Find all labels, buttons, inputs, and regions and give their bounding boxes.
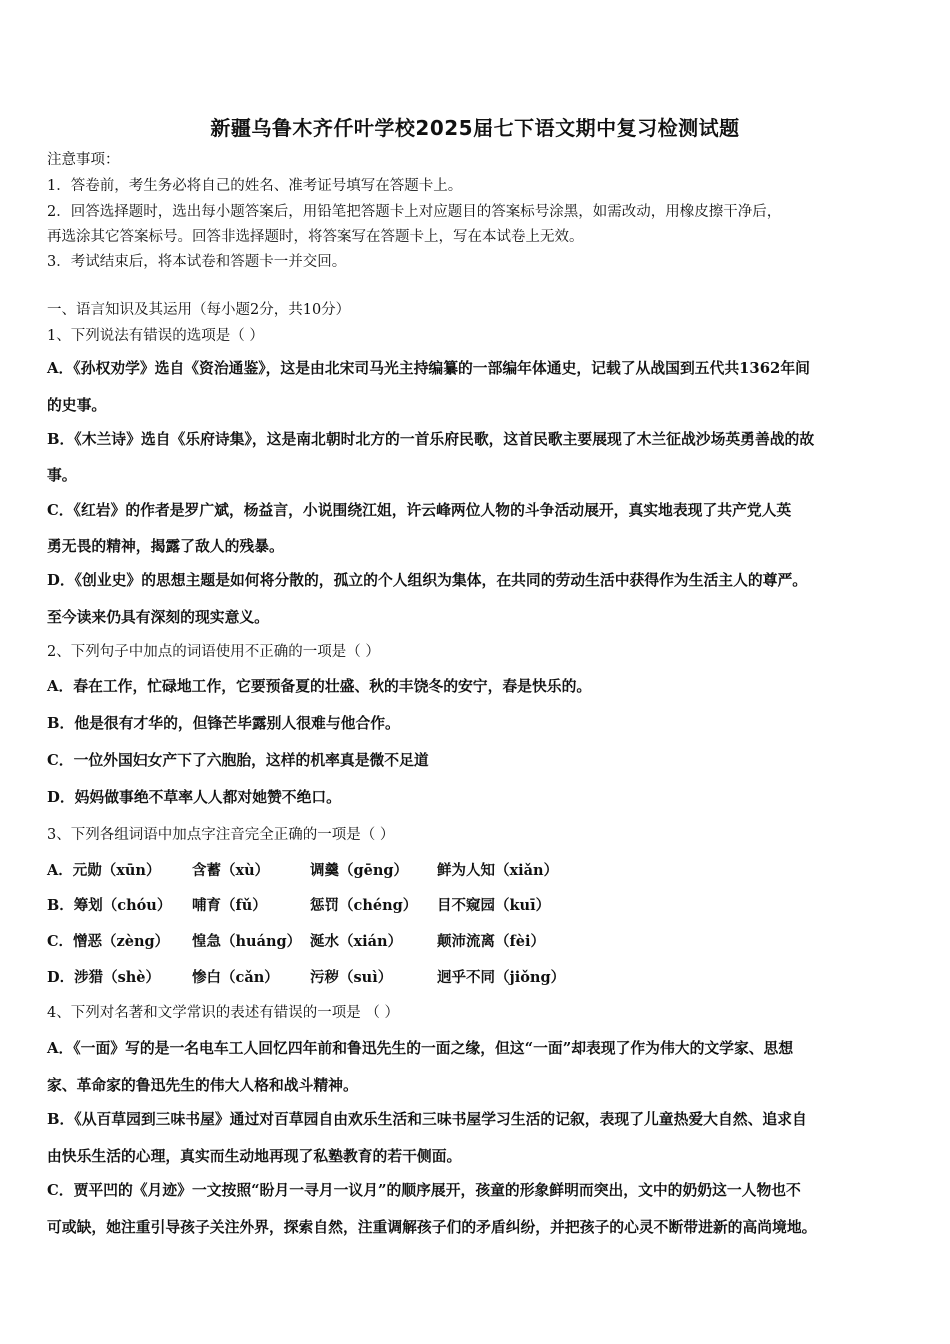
pinyin-item: D．涉猎（shè）: [47, 969, 161, 986]
notice-item: 再选涂其它答案标号。回答非选择题时，将答案写在答题卡上，写在本试卷上无效。: [47, 229, 584, 245]
notice-heading: 注意事项：: [47, 152, 120, 168]
question-3-option-row: [47, 932, 545, 952]
question-2-stem: 2、下列句子中加点的词语使用不正确的一项是（ ）: [47, 644, 380, 660]
question-4-option-c-cont: 可或缺，她注重引导孩子关注外界，探索自然，注重调解孩子们的矛盾纠纷，并把孩子的心灵不断带进新的高尚境地。: [47, 1219, 817, 1236]
question-1-option-a-cont: 的史事。: [47, 397, 107, 414]
pinyin-item: 颠沛流离（fèi）: [437, 933, 545, 950]
question-4-option-b-cont: 由快乐生活的心理，真实而生动地再现了私塾教育的若干侧面。: [47, 1148, 462, 1165]
notice-item: 1．答卷前，考生务必将自己的姓名、准考证号填写在答题卡上。: [47, 178, 463, 194]
pinyin-item: C．憎恶（zèng）: [47, 933, 170, 950]
question-2-option-b: B．他是很有才华的，但锋芒毕露别人很难与他合作。: [47, 715, 400, 732]
notice-item: 3．考试结束后，将本试卷和答题卡一并交回。: [47, 254, 347, 270]
question-2-option-a: A．春在工作，忙碌地工作，它要预备夏的壮盛、秋的丰饶冬的安宁，春是快乐的。: [47, 678, 592, 695]
pinyin-item: 哺育（fǔ）: [192, 897, 267, 914]
pinyin-item: 含蓄（xù）: [192, 862, 270, 879]
pinyin-item: 涎水（xián）: [310, 933, 403, 950]
question-4-option-a: A．《一面》写的是一名电车工人回忆四年前和鲁迅先生的一面之缘，但这“一面”却表现了作为伟大的文学家、思想: [47, 1040, 794, 1057]
section-heading: 一、语言知识及其运用（每小题2分，共10分）: [47, 302, 351, 318]
question-2-option-d: D．妈妈做事绝不草率人人都对她赞不绝口。: [47, 789, 341, 806]
pinyin-item: 鲜为人知（xiǎn）: [437, 862, 559, 879]
question-3-option-row: [47, 896, 550, 916]
pinyin-item: 迥乎不同（jiǒng）: [437, 969, 566, 986]
question-1-option-a: A．《孙权劝学》选自《资治通鉴》，这是由北宋司马光主持编纂的一部编年体通史，记载了从战国到五代共1362年间: [47, 360, 810, 377]
question-1-option-d: D．《创业史》的思想主题是如何将分散的，孤立的个人组织为集体，在共同的劳动生活中获得作为生活主人的尊严。: [47, 572, 808, 589]
pinyin-item: 污秽（suì）: [310, 969, 393, 986]
pinyin-item: A．元勋（xūn）: [47, 862, 161, 879]
question-4-option-c: C．贾平凹的《月迹》一文按照“盼月一寻月一议月”的顺序展开，孩童的形象鲜明而突出，文中的奶奶这一人物也不: [47, 1182, 801, 1199]
question-1-option-c-cont: 勇无畏的精神，揭露了敌人的残暴。: [47, 538, 284, 555]
question-1-option-c: C．《红岩》的作者是罗广斌，杨益言，小说围绕江姐，许云峰两位人物的斗争活动展开，真实地表现了共产党人英: [47, 502, 792, 519]
pinyin-item: 惨白（cǎn）: [192, 969, 279, 986]
question-4-option-b: B．《从百草园到三味书屋》通过对百草园自由欢乐生活和三味书屋学习生活的记叙，表现了儿童热爱大自然、追求自: [47, 1111, 807, 1128]
question-4-stem: 4、下列对名著和文学常识的表述有错误的一项是 （ ）: [47, 1005, 399, 1021]
pinyin-item: 惶急（huáng）: [192, 933, 302, 950]
question-2-option-c: C．一位外国妇女产下了六胞胎，这样的机率真是微不足道: [47, 752, 429, 769]
pinyin-item: B．筹划（chóu）: [47, 897, 172, 914]
question-3-stem: 3、下列各组词语中加点字注音完全正确的一项是（ ）: [47, 827, 395, 843]
question-1-option-b-cont: 事。: [47, 467, 77, 484]
pinyin-item: 目不窥园（kuī）: [437, 897, 551, 914]
question-3-option-row: [47, 861, 558, 881]
page-title: 新疆乌鲁木齐仟叶学校2025届七下语文期中复习检测试题: [210, 116, 740, 140]
question-4-option-a-cont: 家、革命家的鲁迅先生的伟大人格和战斗精神。: [47, 1077, 358, 1094]
question-3-option-row: [47, 968, 565, 988]
question-1-option-d-cont: 至今读来仍具有深刻的现实意义。: [47, 609, 269, 626]
question-1-stem: 1、下列说法有错误的选项是（ ）: [47, 328, 264, 344]
pinyin-item: 惩罚（chéng）: [310, 897, 418, 914]
pinyin-item: 调羹（gēng）: [310, 862, 409, 879]
notice-item: 2．回答选择题时，选出每小题答案后，用铅笔把答题卡上对应题目的答案标号涂黑，如需改动，用橡皮擦干净后，: [47, 204, 782, 220]
question-1-option-b: B．《木兰诗》选自《乐府诗集》，这是南北朝时北方的一首乐府民歌，这首民歌主要展现了木兰征战沙场英勇善战的故: [47, 431, 815, 448]
